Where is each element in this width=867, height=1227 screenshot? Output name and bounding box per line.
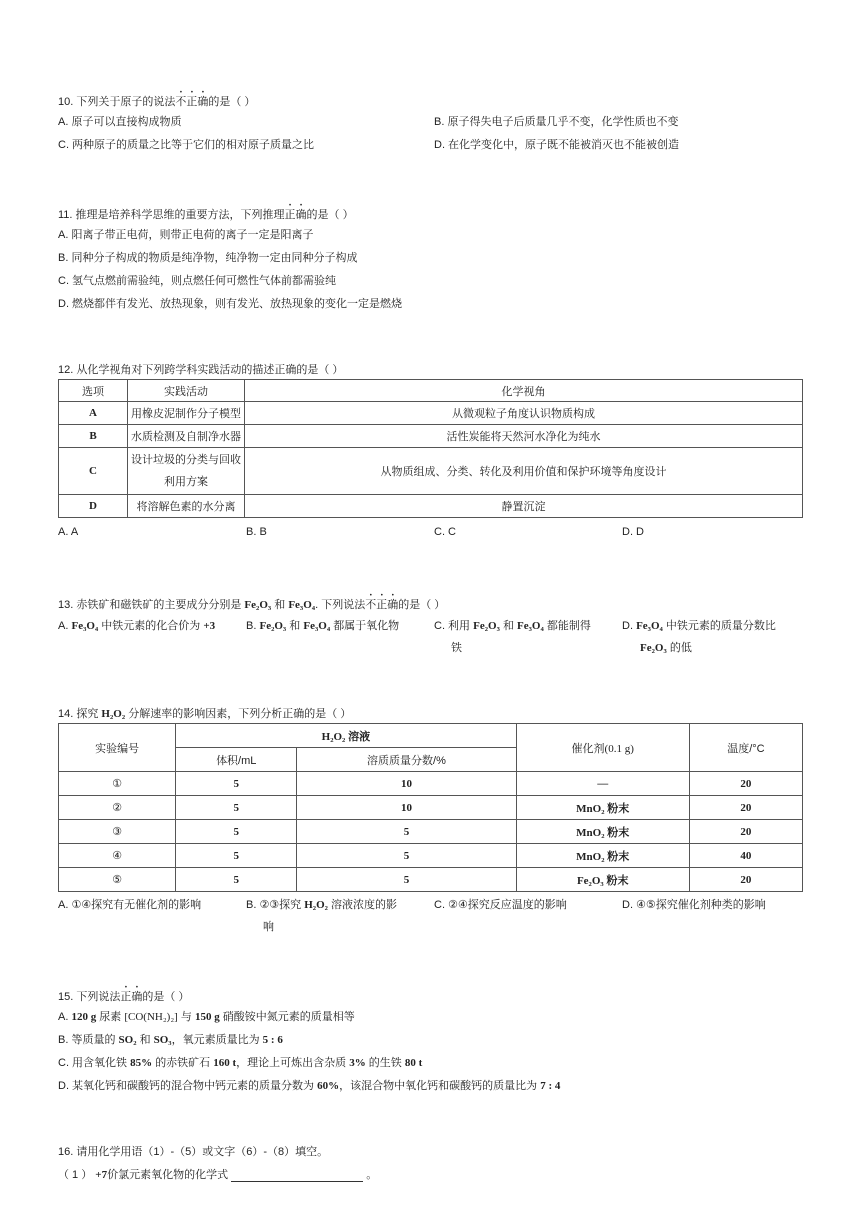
q14-cell-id: ②	[59, 796, 176, 820]
q12-cell-activity: 水质检测及自制净水器	[128, 425, 245, 448]
q10-stem-text: 10. 下列关于原子的说法	[58, 96, 176, 108]
q16-stem: 16. 请用化学用语（1）-（5）或文字（6）-（8）填空。	[58, 1146, 329, 1158]
q12-header-view: 化学视角	[245, 380, 803, 402]
q14-cell-temp: 20	[689, 772, 802, 796]
q12-cell-option: C	[59, 448, 128, 495]
q12-cell-activity: 用橡皮泥制作分子模型	[128, 402, 245, 425]
table-row	[59, 820, 803, 844]
q14-cell-temp: 20	[689, 820, 802, 844]
q10-option-c[interactable]: C. 两种原子的质量之比等于它们的相对原子质量之比	[58, 139, 315, 151]
q10-stem	[58, 90, 255, 109]
q13-option-c[interactable]: C. 利用 Fe₂O₃ 和 Fe₃O₄ 都能制得	[434, 620, 591, 632]
q12-option-a[interactable]: A. A	[58, 526, 79, 538]
q16-sub1-text: 价氯元素氧化物的化学式	[107, 1169, 229, 1181]
q14-header-row-1	[59, 724, 803, 748]
q14-cell-concentration: 5	[297, 820, 516, 844]
q12-option-b[interactable]: B. B	[246, 526, 267, 538]
q14-cell-id: ⑤	[59, 868, 176, 892]
q14-option-a[interactable]: A. ①④探究有无催化剂的影响	[58, 899, 202, 911]
q13-formula-1: Fe₂O₃	[244, 599, 272, 611]
q14-stem-end: 分解速率的影响因素，下列分析正确的是（ ）	[128, 708, 352, 720]
q14-cell-concentration: 10	[297, 772, 516, 796]
q13-stem-text: 13. 赤铁矿和磁铁矿的主要成分分别是	[58, 599, 242, 611]
q12-cell-view: 静置沉淀	[245, 495, 803, 518]
q14-cell-catalyst: MnO₂ 粉末	[516, 796, 689, 820]
q14-option-d[interactable]: D. ④⑤探究催化剂种类的影响	[622, 899, 766, 911]
q10-stem-end: 的是（ ）	[208, 96, 256, 108]
q14-header-catalyst: 催化剂(0.1 g)	[516, 724, 689, 772]
q14-cell-catalyst: —	[516, 772, 689, 796]
q13-option-d-line2: Fe₂O₃ 的低	[640, 642, 692, 654]
q14-cell-catalyst: MnO₂ 粉末	[516, 820, 689, 844]
q13-option-d[interactable]: D. Fe₃O₄ 中铁元素的质量分数比	[622, 620, 776, 632]
q14-cell-volume: 5	[176, 772, 297, 796]
table-row	[59, 796, 803, 820]
q14-cell-catalyst: Fe₂O₃ 粉末	[516, 868, 689, 892]
q12-cell-activity: 将溶解色素的水分离	[128, 495, 245, 518]
q10-option-a[interactable]: A. 原子可以直接构成物质	[58, 116, 182, 128]
table-row	[59, 425, 803, 448]
q12-cell-option: D	[59, 495, 128, 518]
q13-stem-end: 的是（ ）	[398, 599, 446, 611]
q14-cell-volume: 5	[176, 796, 297, 820]
q14-cell-volume: 5	[176, 844, 297, 868]
q15-stem-text: 15. 下列说法	[58, 991, 121, 1003]
q13-formula-2: Fe₃O₄	[288, 599, 316, 611]
q11-stem	[58, 203, 354, 222]
q14-stem	[58, 705, 351, 721]
q11-stem-text: 11. 推理是培养科学思维的重要方法，下列推理	[58, 209, 285, 221]
q13-option-a[interactable]: A. Fe₃O₄ 中铁元素的化合价为 +3	[58, 620, 216, 632]
q14-header-concentration: 溶质质量分数/%	[297, 748, 516, 772]
q12-cell-view: 从物质组成、分类、转化及利用价值和保护环境等角度设计	[245, 448, 803, 495]
q16-sub1-end: 。	[366, 1169, 378, 1181]
q10-emphasis: 不正确	[175, 96, 209, 108]
q15-option-a[interactable]: A. 120 g 尿素 [CO(NH₂)₂] 与 150 g 硝酸铵中氮元素的质量相等	[58, 1011, 355, 1023]
q10-option-d[interactable]: D. 在化学变化中，原子既不能被消灭也不能被创造	[434, 139, 680, 151]
q15-stem	[58, 985, 189, 1004]
q14-stem-text: 14. 探究	[58, 708, 99, 720]
q14-cell-concentration: 5	[297, 844, 516, 868]
q12-header-row	[59, 380, 803, 402]
q12-cell-view: 从微观粒子角度认识物质构成	[245, 402, 803, 425]
q14-cell-temp: 20	[689, 868, 802, 892]
q11-option-d[interactable]: D. 燃烧都伴有发光、放热现象，则有发光、放热现象的变化一定是燃烧	[58, 298, 403, 310]
q15-emphasis: 正确	[120, 991, 143, 1003]
q12-cell-option: A	[59, 402, 128, 425]
q11-emphasis: 正确	[284, 209, 307, 221]
q11-option-b[interactable]: B. 同种分子构成的物质是纯净物，纯净物一定由同种分子构成	[58, 252, 358, 264]
table-row	[59, 772, 803, 796]
q14-formula: H₂O₂	[101, 708, 126, 720]
q13-emphasis: 不正确	[365, 599, 399, 611]
q15-option-d[interactable]: D. 某氧化钙和碳酸钙的混合物中钙元素的质量分数为 60%，该混合物中氧化钙和碳酸钙的质量比为 7 : 4	[58, 1080, 561, 1092]
q14-cell-volume: 5	[176, 868, 297, 892]
q15-option-c[interactable]: C. 用含氧化铁 85% 的赤铁矿石 160 t，理论上可炼出含杂质 3% 的生铁 80 t	[58, 1057, 423, 1069]
q14-cell-id: ③	[59, 820, 176, 844]
table-row	[59, 868, 803, 892]
q12-header-option: 选项	[59, 380, 128, 402]
q16-sub1-valence: +7	[95, 1169, 108, 1181]
q12-table	[58, 379, 803, 518]
q14-option-b[interactable]: B. ②③探究 H₂O₂ 溶液浓度的影	[246, 899, 398, 911]
q12-header-activity: 实践活动	[128, 380, 245, 402]
q14-cell-concentration: 5	[297, 868, 516, 892]
q12-cell-option: B	[59, 425, 128, 448]
q14-cell-id: ④	[59, 844, 176, 868]
q10-option-b[interactable]: B. 原子得失电子后质量几乎不变，化学性质也不变	[434, 116, 679, 128]
q16-sub1-number: （ 1 ）	[58, 1169, 93, 1181]
q14-cell-id: ①	[59, 772, 176, 796]
q13-and: 和	[274, 599, 286, 611]
q12-cell-view: 活性炭能将天然河水净化为纯水	[245, 425, 803, 448]
q14-header-id: 实验编号	[59, 724, 176, 772]
table-row	[59, 495, 803, 518]
q14-header-volume: 体积/mL	[176, 748, 297, 772]
q16-sub1	[58, 1166, 377, 1182]
q11-option-a[interactable]: A. 阳离子带正电荷，则带正电荷的离子一定是阳离子	[58, 229, 314, 241]
q12-option-d[interactable]: D. D	[622, 526, 644, 538]
table-row	[59, 844, 803, 868]
q13-stem	[58, 593, 445, 612]
q16-sub1-answer-blank[interactable]	[231, 1170, 363, 1182]
q14-option-c[interactable]: C. ②④探究反应温度的影响	[434, 899, 567, 911]
q14-table	[58, 723, 803, 892]
q14-cell-temp: 20	[689, 796, 802, 820]
table-row	[59, 402, 803, 425]
q15-option-b[interactable]: B. 等质量的 SO₂ 和 SO₃，氧元素质量比为 5 : 6	[58, 1034, 283, 1046]
q14-header-temp: 温度/°C	[689, 724, 802, 772]
q12-cell-activity: 设计垃圾的分类与回收利用方案	[128, 448, 245, 495]
q11-stem-end: 的是（ ）	[306, 209, 354, 221]
q14-cell-catalyst: MnO₂ 粉末	[516, 844, 689, 868]
table-row	[59, 448, 803, 495]
q14-option-b-line2: 响	[263, 921, 274, 933]
q14-cell-concentration: 10	[297, 796, 516, 820]
q14-header-solution: H₂O₂ 溶液	[176, 724, 516, 748]
q13-stem-mid: . 下列说法	[315, 599, 366, 611]
q15-stem-end: 的是（ ）	[142, 991, 190, 1003]
q12-option-c[interactable]: C. C	[434, 526, 456, 538]
q12-stem: 12. 从化学视角对下列跨学科实践活动的描述正确的是（ ）	[58, 364, 344, 376]
q11-option-c[interactable]: C. 氢气点燃前需验纯，则点燃任何可燃性气体前都需验纯	[58, 275, 337, 287]
q13-option-b[interactable]: B. Fe₂O₃ 和 Fe₃O₄ 都属于氧化物	[246, 620, 400, 632]
q13-option-c-line2: 铁	[451, 642, 462, 654]
q14-cell-temp: 40	[689, 844, 802, 868]
q14-cell-volume: 5	[176, 820, 297, 844]
